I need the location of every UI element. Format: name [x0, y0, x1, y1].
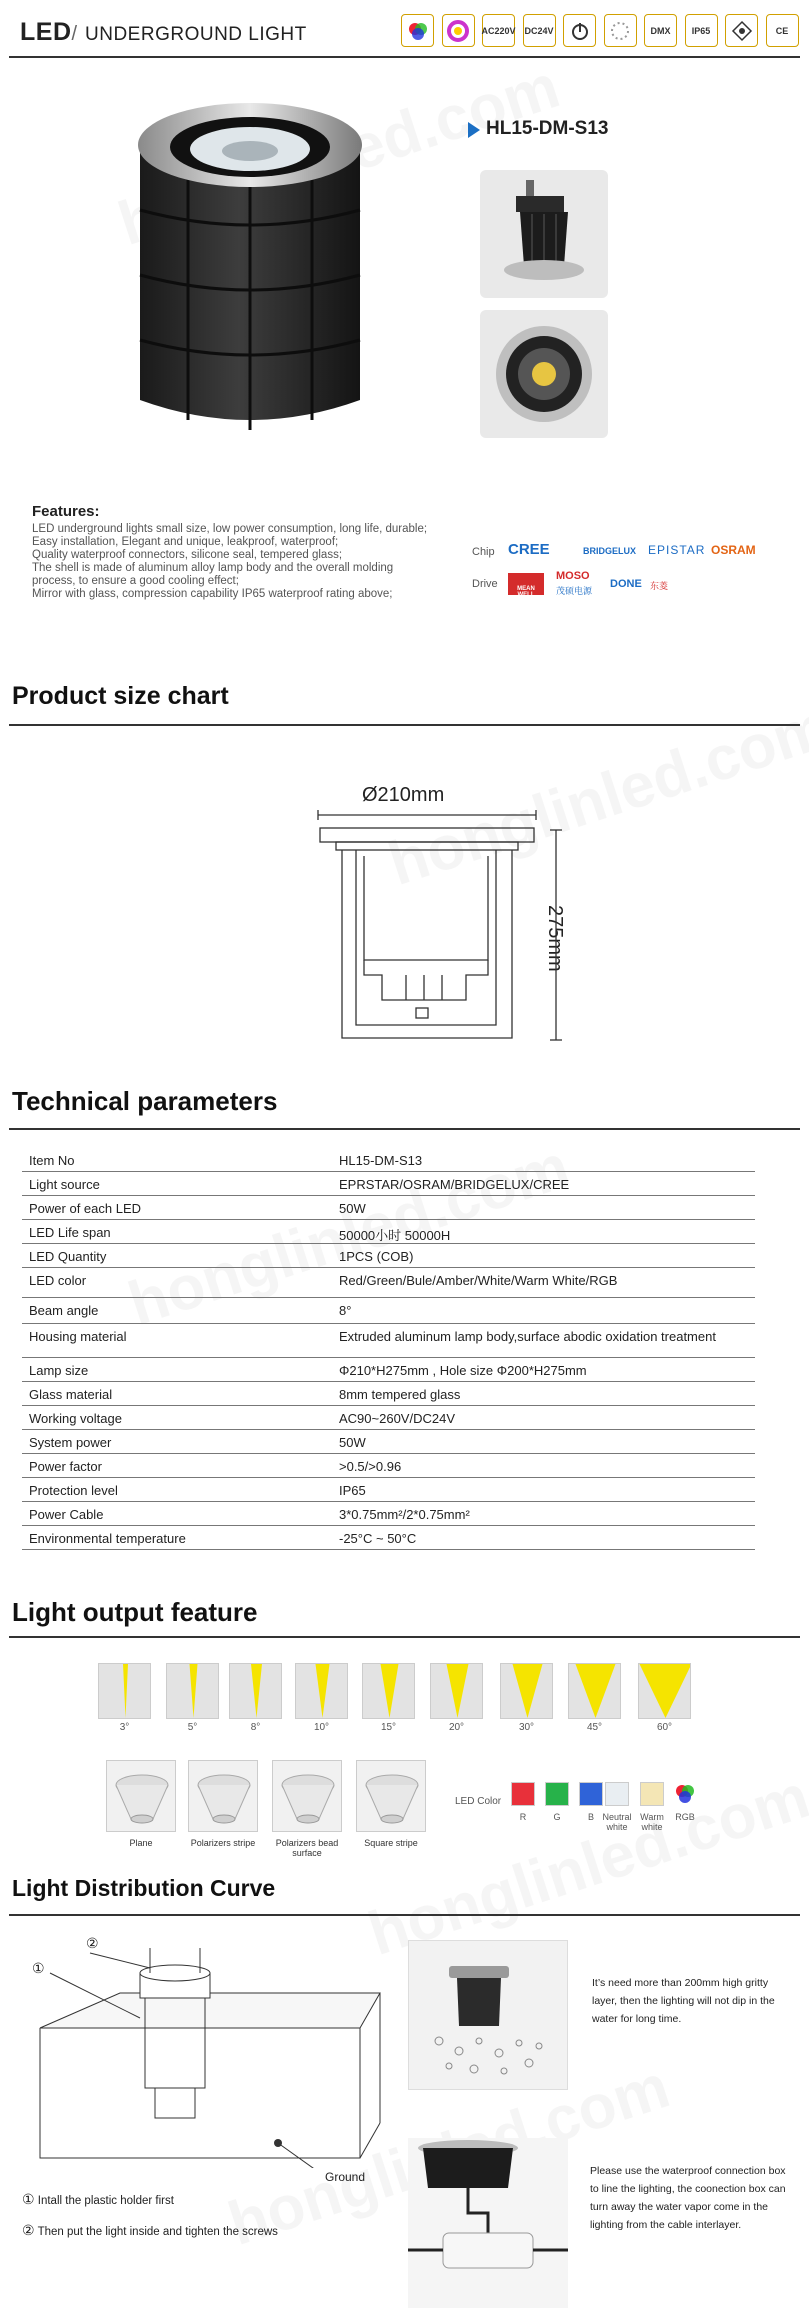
size-chart-divider — [9, 724, 800, 726]
table-row — [22, 1172, 755, 1196]
model-number: HL15-DM-S13 — [486, 118, 609, 139]
color-swatch — [640, 1782, 664, 1806]
param-value: 50W — [339, 1435, 366, 1450]
brand-bridgelux: BRIDGELUX — [583, 546, 637, 556]
diamond-icon — [725, 14, 758, 47]
feature-line: process, to ensure a good cooling effect; — [32, 575, 239, 587]
table-row — [22, 1220, 755, 1244]
param-label: Environmental temperature — [29, 1531, 186, 1546]
connection-box-note: Please use the waterproof connection box to line the lighting, the coonection box can turn away the water vapor come in the lighting from the cable interlayer. — [590, 2165, 786, 2231]
ground-label: Ground — [325, 2170, 366, 2184]
tech-params-title: Technical parameters — [12, 1086, 278, 1116]
features-heading: Features: — [32, 503, 100, 520]
tech-params-divider — [9, 1128, 800, 1130]
color-swatch-label: R — [519, 1812, 527, 1822]
color-swatch-label: B — [587, 1812, 594, 1822]
lens-image — [272, 1760, 342, 1832]
feature-line: Easy installation, Elegant and unique, leakproof, waterproof; — [32, 536, 339, 548]
feature-line: Quality waterproof connectors, silicone seal, tempered glass; — [32, 549, 343, 561]
param-label: Power factor — [29, 1459, 102, 1474]
light-output-title: Light output feature — [12, 1597, 258, 1627]
param-value: -25°C ~ 50°C — [339, 1531, 417, 1546]
table-row — [22, 1430, 755, 1454]
brand-osram: OSRAM — [711, 543, 756, 557]
table-row — [22, 1502, 755, 1526]
model-marker-icon — [468, 122, 480, 138]
param-label: Protection level — [29, 1483, 118, 1498]
features-list — [32, 523, 432, 601]
beam-angle-graphic — [166, 1663, 219, 1719]
color-swatch-label: Neutral white — [602, 1812, 632, 1832]
dimmer-icon — [604, 14, 637, 47]
rgb-circles-icon — [401, 14, 434, 47]
svg-text:②: ② — [86, 1935, 99, 1951]
table-row — [22, 1148, 755, 1172]
param-label: Glass material — [29, 1387, 113, 1402]
svg-text:①: ① — [32, 1960, 45, 1976]
table-row — [22, 1268, 755, 1298]
gravel-photo — [408, 1940, 568, 2090]
step-2-text: Then put the light inside and tighten the screws — [37, 2226, 278, 2238]
thumbnail-top-view — [480, 310, 608, 438]
beam-angle-label: 15° — [380, 1722, 397, 1733]
beam-angle-graphic — [295, 1663, 348, 1719]
color-swatch — [605, 1782, 629, 1806]
param-value: 50W — [339, 1201, 366, 1216]
brand-moso-sub: 茂硕电源 — [556, 586, 593, 596]
lens-label: Plane — [129, 1838, 153, 1848]
param-value: 1PCS (COB) — [339, 1249, 414, 1264]
param-label: Working voltage — [29, 1411, 122, 1426]
lens-label: Polarizers bead surface — [275, 1838, 339, 1858]
param-label: System power — [29, 1435, 112, 1450]
table-row — [22, 1324, 755, 1358]
led-color-label: LED Color — [455, 1796, 502, 1807]
distribution-divider — [9, 1914, 800, 1916]
feature-line: LED underground lights small size, low power consumption, long life, durable; — [32, 523, 428, 535]
brand-done-sub: 东菱 — [650, 581, 669, 591]
param-value: AC90~260V/DC24V — [339, 1411, 455, 1426]
light-output-divider — [9, 1636, 800, 1638]
ce-icon: CE — [766, 14, 799, 47]
beam-angle-graphic — [568, 1663, 621, 1719]
beam-angle-label: 5° — [187, 1722, 198, 1733]
thumbnail-side-view — [480, 170, 608, 298]
param-label: Lamp size — [29, 1363, 89, 1378]
table-row — [22, 1454, 755, 1478]
beam-angle-graphic — [500, 1663, 553, 1719]
param-value: 8° — [339, 1303, 352, 1318]
drive-label: Drive — [472, 578, 498, 590]
color-swatch-label: Warm white — [640, 1812, 664, 1832]
brand-epistar: EPISTAR — [648, 543, 706, 557]
param-value: Extruded aluminum lamp body,surface abodic oxidation treatment — [339, 1329, 716, 1344]
distribution-title: Light Distribution Curve — [12, 1875, 276, 1901]
param-value: >0.5/>0.96 — [339, 1459, 402, 1474]
color-swatch — [579, 1782, 603, 1806]
height-label: 275mm — [544, 905, 566, 972]
param-value: Red/Green/Bule/Amber/White/Warm White/RGB — [339, 1273, 618, 1288]
param-value: IP65 — [339, 1483, 366, 1498]
step-1 — [22, 2191, 174, 2208]
brand-cree: CREE — [508, 541, 550, 558]
ip65-icon: IP65 — [685, 14, 718, 47]
table-row — [22, 1526, 755, 1550]
brand-done: DONE — [610, 578, 642, 590]
color-swatch-label: RGB — [675, 1812, 695, 1822]
beam-angle-graphic — [430, 1663, 483, 1719]
beam-angle-graphic — [229, 1663, 282, 1719]
table-row — [22, 1196, 755, 1220]
lens-label: Polarizers stripe — [190, 1838, 256, 1848]
param-value: 50000小时 50000H — [339, 1228, 451, 1243]
param-label: Item No — [29, 1153, 75, 1168]
param-value: HL15-DM-S13 — [339, 1153, 423, 1168]
param-label: LED Life span — [29, 1225, 111, 1240]
param-label: Power of each LED — [29, 1201, 142, 1216]
step-1-number: ① — [22, 2191, 35, 2207]
lens-image — [356, 1760, 426, 1832]
param-value: 3*0.75mm²/2*0.75mm² — [339, 1507, 470, 1522]
beam-angle-label: 45° — [586, 1722, 603, 1733]
param-label: Beam angle — [29, 1303, 99, 1318]
beam-angle-label: 10° — [313, 1722, 330, 1733]
feature-line: The shell is made of aluminum alloy lamp body and the overall molding — [32, 562, 394, 574]
header-title-bold: LED — [20, 18, 72, 46]
beam-angle-label: 20° — [448, 1722, 465, 1733]
header-title-rest: UNDERGROUND LIGHT — [85, 24, 307, 45]
lens-image — [188, 1760, 258, 1832]
feature-line: Mirror with glass, compression capability IP65 waterproof rating above; — [32, 588, 393, 600]
beam-angle-graphic — [362, 1663, 415, 1719]
param-label: Housing material — [29, 1329, 127, 1344]
ac220v-icon: AC220V — [482, 14, 515, 47]
page-header-title: LED/ UNDERGROUND LIGHT — [20, 18, 307, 46]
diameter-label: Ø210mm — [362, 784, 445, 806]
chip-label: Chip — [472, 546, 495, 558]
param-label: LED Quantity — [29, 1249, 107, 1264]
brand-moso: MOSO — [556, 570, 590, 582]
param-label: Light source — [29, 1177, 100, 1192]
table-row — [22, 1244, 755, 1268]
step-2 — [22, 2222, 278, 2239]
table-row — [22, 1406, 755, 1430]
param-label: LED color — [29, 1273, 87, 1288]
lens-label: Square stripe — [364, 1838, 418, 1848]
table-row — [22, 1382, 755, 1406]
beam-angle-label: 30° — [518, 1722, 535, 1733]
table-row — [22, 1478, 755, 1502]
brand-meanwell: MEAN WELL — [508, 573, 544, 595]
dc24v-icon: DC24V — [523, 14, 556, 47]
beam-angle-graphic — [98, 1663, 151, 1719]
product-photo — [128, 100, 372, 450]
size-chart-title: Product size chart — [12, 682, 229, 710]
beam-angle-label: 3° — [119, 1722, 130, 1733]
connection-box-photo — [408, 2138, 568, 2308]
dmx-icon: DMX — [644, 14, 677, 47]
gravel-note: It’s need more than 200mm high gritty layer, then the lighting will not dip in the water for long time. — [592, 1977, 775, 2025]
color-swatch — [511, 1782, 535, 1806]
header-divider — [9, 56, 800, 58]
param-label: Power Cable — [29, 1507, 104, 1522]
power-icon — [563, 14, 596, 47]
color-wheel-icon — [442, 14, 475, 47]
color-swatch — [545, 1782, 569, 1806]
beam-angle-label: 8° — [250, 1722, 261, 1733]
lens-image — [106, 1760, 176, 1832]
table-row — [22, 1358, 755, 1382]
dimension-drawing — [316, 810, 576, 1050]
step-1-text: Intall the plastic holder first — [37, 2195, 174, 2207]
step-2-number: ② — [22, 2222, 35, 2238]
color-swatch — [673, 1782, 697, 1806]
color-swatch-label: G — [553, 1812, 561, 1822]
installation-diagram — [20, 1928, 400, 2168]
param-value: EPRSTAR/OSRAM/BRIDGELUX/CREE — [339, 1177, 570, 1192]
param-value: Φ210*H275mm , Hole size Φ200*H275mm — [339, 1363, 587, 1378]
table-row — [22, 1298, 755, 1324]
param-value: 8mm tempered glass — [339, 1387, 461, 1402]
beam-angle-graphic — [638, 1663, 691, 1719]
beam-angle-label: 60° — [656, 1722, 673, 1733]
